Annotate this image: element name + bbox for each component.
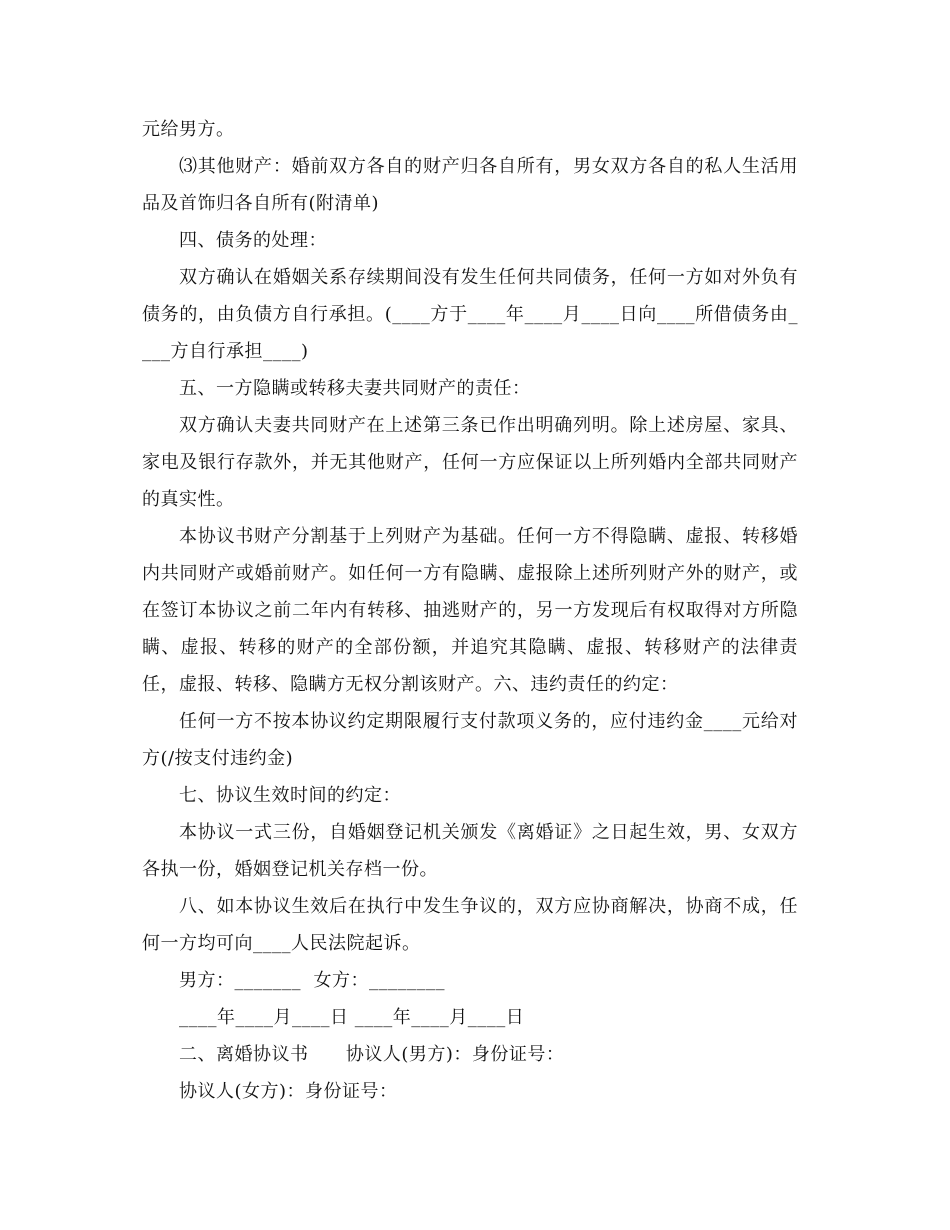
paragraph-breach-penalty: 任何一方不按本协议约定期限履行支付款项义务的，应付违约金____元给对方(/按支付违约金) (142, 711, 798, 769)
paragraph-debt-confirmation: 双方确认在婚姻关系存续期间没有发生任何共同债务，任何一方如对外负有债务的，由负债方自行承担。(____方于____年____月____日向____所借债务由____方自行承担____) (142, 267, 798, 362)
heading-divorce-agreement: 二、离婚协议书 协议人(男方)：身份证号： (179, 1044, 565, 1065)
paragraph-dispute-resolution: 八、如本协议生效后在执行中发生争议的，双方应协商解决，协商不成，任何一方均可向____人民法院起诉。 (142, 896, 798, 954)
paragraph-property-division: 本协议书财产分割基于上列财产为基础。任何一方不得隐瞒、虚报、转移婚内共同财产或婚前财产。如任何一方有隐瞒、虚报除上述所列财产外的财产，或在签订本协议之前二年内有转移、抽逃财产的，另一方发现后有权取得对方所隐瞒、虚报、转移的财产的全部份额，并追究其隐瞒、虚报、转移财产的法律责任，虚报、转移、隐瞒方无权分割该财产。六、违约责任的约定： (142, 526, 798, 695)
heading-concealment-liability: 五、一方隐瞒或转移夫妻共同财产的责任： (179, 378, 531, 399)
paragraph-other-property: ⑶其他财产：婚前双方各自的财产归各自所有，男女双方各自的私人生活用品及首饰归各自所有(附清单) (142, 156, 798, 214)
party-female-line: 协议人(女方)：身份证号： (179, 1081, 398, 1102)
heading-effective-time: 七、协议生效时间的约定： (179, 785, 401, 806)
document-body (142, 111, 798, 1110)
signature-line: 男方：_______ 女方：________ (179, 970, 445, 991)
date-line: ____年____月____日 ____年____月____日 (179, 1007, 525, 1028)
paragraph-copies: 本协议一式三份，自婚姻登记机关颁发《离婚证》之日起生效，男、女双方各执一份，婚姻登记机关存档一份。 (142, 822, 798, 880)
paragraph-property-confirmation: 双方确认夫妻共同财产在上述第三条已作出明确列明。除上述房屋、家具、家电及银行存款外，并无其他财产，任何一方应保证以上所列婚内全部共同财产的真实性。 (142, 415, 798, 510)
paragraph-1: 元给男方。 (142, 119, 235, 140)
heading-debt-handling: 四、债务的处理： (179, 230, 327, 251)
